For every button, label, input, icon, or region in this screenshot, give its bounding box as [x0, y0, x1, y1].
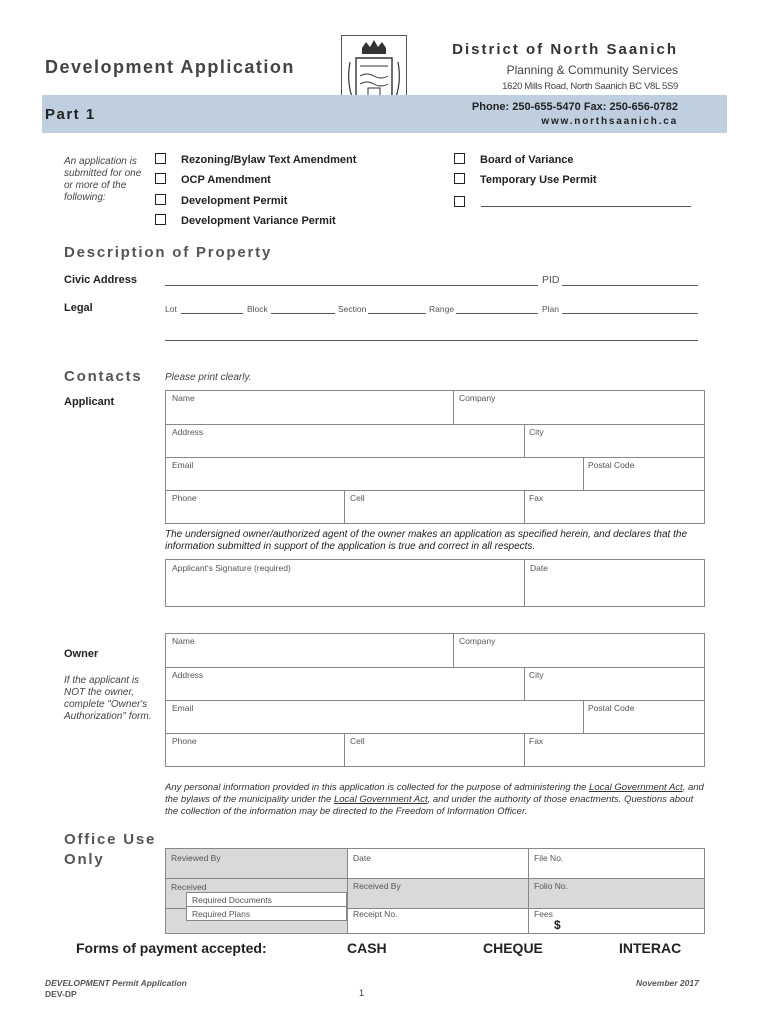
applicant-company-field[interactable]: Company [459, 393, 496, 403]
owner-grid [165, 633, 705, 767]
declaration-text: The undersigned owner/authorized agent of the owner makes an application as specified herein, and declares that the information submitted in support of the application is true and correct in all respects. [165, 529, 688, 552]
plan-field[interactable] [562, 313, 698, 314]
checkbox-variance-permit[interactable] [155, 214, 166, 225]
checkbox-board-variance[interactable] [454, 153, 465, 164]
owner-postal-field[interactable]: Postal Code [588, 703, 635, 713]
applicant-address-field[interactable]: Address [172, 427, 204, 437]
lot-label: Lot [165, 304, 177, 314]
footer-form-name: DEVELOPMENT Permit Application [45, 978, 187, 988]
applicant-city-field[interactable]: City [529, 427, 544, 437]
file-no-field[interactable]: File No. [534, 853, 564, 863]
payment-label: Forms of payment accepted: [76, 940, 267, 956]
owner-email-field[interactable]: Email [172, 703, 194, 713]
civic-address-label: Civic Address [64, 274, 137, 286]
applicant-signature-field[interactable]: Applicant's Signature (required) [172, 563, 291, 573]
privacy-notice: Any personal information provided in this application is collected for the purpose of administering the Local Government Act, and the bylaws of the municipality under the Local Government Act, and under the authority of those enactments. Questions about the collection of the information may be directed to the Freedom of Information Officer. [165, 782, 704, 817]
required-documents-field[interactable]: Required Documents [192, 895, 272, 905]
pid-field[interactable] [562, 285, 698, 286]
required-plans-field[interactable]: Required Plans [192, 909, 251, 919]
section-label: Section [338, 304, 367, 314]
footer-code: DEV-DP [45, 989, 77, 999]
part-label: Part 1 [45, 106, 96, 123]
fees-field[interactable]: Fees [534, 909, 553, 919]
applicant-postal-field[interactable]: Postal Code [588, 460, 635, 470]
folio-no-field[interactable]: Folio No. [534, 881, 569, 891]
legal-label: Legal [64, 302, 93, 314]
website: www.northsaanich.ca [541, 116, 678, 127]
checkbox-temporary-use[interactable] [454, 173, 465, 184]
office-heading-1: Office Use [64, 831, 157, 848]
phone-fax: Phone: 250-655-5470 Fax: 250-656-0782 [471, 101, 678, 113]
label-rezoning: Rezoning/Bylaw Text Amendment [181, 154, 357, 166]
checkbox-other[interactable] [454, 196, 465, 207]
department-name: Planning & Community Services [506, 63, 678, 77]
label-variance-permit: Development Variance Permit [181, 215, 336, 227]
range-label: Range [429, 304, 455, 314]
applicant-phone-field[interactable]: Phone [172, 493, 197, 503]
applicant-cell-field[interactable]: Cell [350, 493, 365, 503]
checkbox-ocp[interactable] [155, 173, 166, 184]
payment-cash: CASH [347, 940, 387, 956]
owner-city-field[interactable]: City [529, 670, 544, 680]
legal-extra-field[interactable] [165, 340, 698, 341]
document-title: Development Application [45, 57, 295, 77]
receipt-no-field[interactable]: Receipt No. [353, 909, 398, 919]
office-date-field[interactable]: Date [353, 853, 371, 863]
applicant-grid [165, 390, 705, 524]
footer-date: November 2017 [636, 978, 699, 988]
received-by-field[interactable]: Received By [353, 881, 401, 891]
owner-phone-field[interactable]: Phone [172, 736, 197, 746]
signature-date-field[interactable]: Date [530, 563, 548, 573]
label-temporary-use: Temporary Use Permit [480, 174, 597, 186]
plan-label: Plan [542, 304, 560, 314]
label-development-permit: Development Permit [181, 195, 288, 207]
checkbox-rezoning[interactable] [155, 153, 166, 164]
label-board-variance: Board of Variance [480, 154, 574, 166]
owner-fax-field[interactable]: Fax [529, 736, 544, 746]
office-grid [165, 848, 705, 934]
received-field[interactable]: Received [171, 882, 207, 892]
owner-note: If the applicant is NOT the owner, complete "Owner's Authorization" form. [64, 675, 152, 722]
pid-label: PID [542, 274, 560, 286]
applicant-label: Applicant [64, 396, 115, 408]
owner-cell-field[interactable]: Cell [350, 736, 365, 746]
reviewed-by-field[interactable]: Reviewed By [171, 853, 221, 863]
civic-address-field[interactable] [165, 285, 538, 286]
payment-interac: INTERAC [619, 940, 682, 956]
owner-address-field[interactable]: Address [172, 670, 204, 680]
district-address: 1620 Mills Road, North Saanich BC V8L 5S9 [502, 81, 678, 92]
local-government-act-link-1: Local Government Act [589, 782, 683, 793]
label-ocp: OCP Amendment [181, 174, 271, 186]
property-heading: Description of Property [64, 244, 273, 261]
owner-company-field[interactable]: Company [459, 636, 496, 646]
local-government-act-link-2: Local Government Act [333, 794, 428, 805]
owner-name-field[interactable]: Name [172, 636, 195, 646]
application-note: An application is submitted for one or more of the following: [64, 156, 142, 203]
signature-grid [165, 559, 705, 607]
block-label: Block [247, 304, 268, 314]
district-name: District of North Saanich [452, 41, 678, 58]
checkbox-development-permit[interactable] [155, 194, 166, 205]
range-field[interactable] [456, 313, 538, 314]
applicant-name-field[interactable]: Name [172, 393, 195, 403]
contacts-heading: Contacts [64, 368, 143, 385]
fees-dollar: $ [554, 918, 561, 932]
block-field[interactable] [271, 313, 335, 314]
section-field[interactable] [368, 313, 426, 314]
owner-label: Owner [64, 648, 99, 660]
payment-cheque: CHEQUE [483, 940, 543, 956]
applicant-fax-field[interactable]: Fax [529, 493, 544, 503]
page-number: 1 [359, 988, 365, 998]
other-type-field[interactable] [481, 206, 691, 207]
print-note: Please print clearly. [165, 372, 252, 383]
applicant-email-field[interactable]: Email [172, 460, 194, 470]
office-heading-2: Only [64, 851, 105, 868]
lot-field[interactable] [181, 313, 243, 314]
